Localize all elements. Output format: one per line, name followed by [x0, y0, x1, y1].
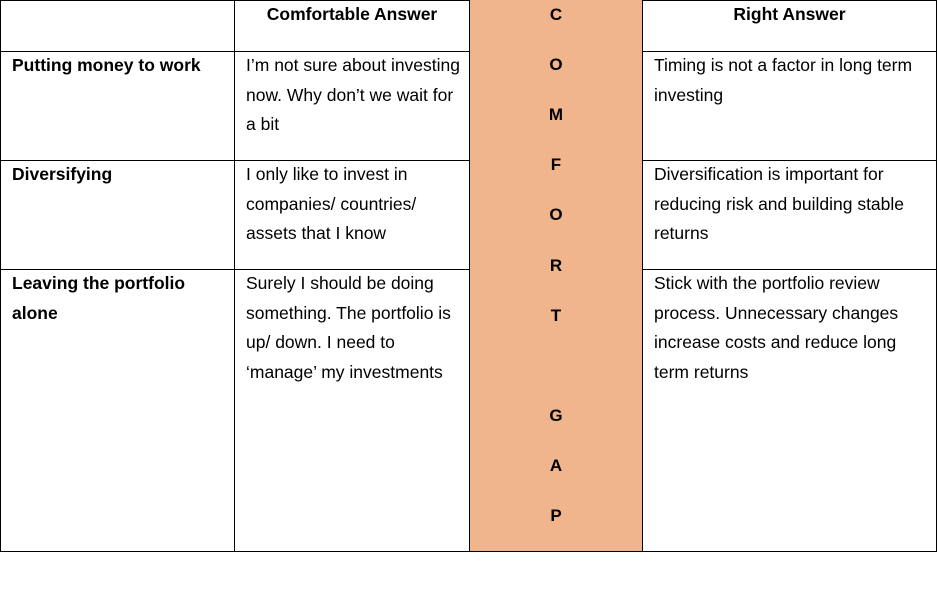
gap-letter: R [549, 256, 563, 275]
grid-line [234, 0, 235, 552]
gap-letter: O [549, 205, 563, 224]
gap-letter: T [550, 306, 562, 325]
gap-letter: A [549, 456, 563, 475]
comfortable-answer-cell: Surely I should be doing something. The portfolio is up/ down. I need to ‘manage’ my investments [246, 273, 451, 382]
right-answer-cell: Diversification is important for reducing risk and building stable returns [654, 164, 905, 243]
gap-letter: G [549, 406, 563, 425]
gap-letter: F [550, 155, 562, 174]
row-label-leaving-portfolio-alone: Leaving the portfolio alone [12, 273, 186, 323]
gap-letter: O [549, 55, 563, 74]
gap-letter: M [548, 105, 564, 124]
right-answer-cell: Stick with the portfolio review process. Unnecessary changes increase costs and reduce long term returns [654, 273, 899, 382]
row-label-putting-money-to-work: Putting money to work [12, 55, 201, 75]
right-answer-cell: Timing is not a factor in long term investing [654, 55, 913, 105]
header-right-answer: Right Answer [733, 4, 846, 24]
grid-line [0, 0, 1, 552]
row-label-diversifying: Diversifying [12, 164, 113, 184]
gap-letter: P [550, 506, 562, 525]
grid-line [642, 0, 643, 552]
comfortable-answer-cell: I’m not sure about investing now. Why don’t we wait for a bit [246, 55, 461, 134]
comfortable-answer-cell: I only like to invest in companies/ countries/ assets that I know [246, 164, 417, 243]
gap-letter: C [549, 5, 563, 24]
grid-line [936, 0, 937, 552]
header-comfortable-answer: Comfortable Answer [266, 4, 438, 24]
